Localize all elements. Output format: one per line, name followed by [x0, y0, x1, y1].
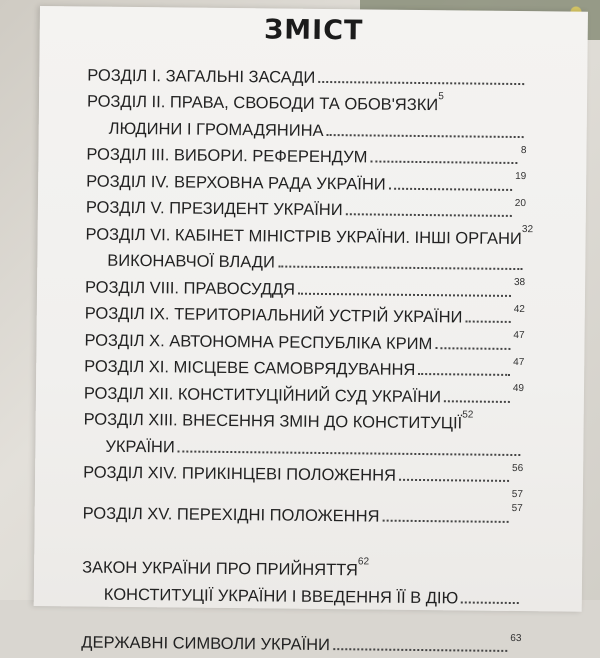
toc-entry-text: ЗАКОН УКРАЇНИ ПРО ПРИЙНЯТТЯ — [82, 558, 358, 580]
toc-entry-text: РОЗДІЛ V. ПРЕЗИДЕНТ УКРАЇНИ — [86, 198, 343, 220]
page-number: 32 — [522, 222, 533, 235]
leader-dots — [298, 292, 511, 296]
spacer — [86, 492, 509, 496]
toc-section — [83, 456, 523, 487]
leader-dots — [465, 320, 510, 322]
toc-entry-text: РОЗДІЛ IV. ВЕРХОВНА РАДА УКРАЇНИ — [86, 172, 386, 194]
table-of-contents — [81, 58, 527, 657]
toc-line — [87, 85, 527, 116]
page-number: 47 — [513, 328, 524, 341]
toc-entry-text: РОЗДІЛ І. ЗАГАЛЬНІ ЗАСАДИ — [87, 66, 315, 87]
toc-entry-text: РОЗДІЛ VI. КАБІНЕТ МІНІСТРІВ УКРАЇНИ. ІНШІ ОРГАНИ — [86, 225, 522, 249]
toc-entry-text: РОЗДІЛ XII. КОНСТИТУЦІЙНИЙ СУД УКРАЇНИ — [84, 384, 441, 407]
toc-line — [86, 217, 526, 248]
page-number: 20 — [515, 195, 526, 208]
toc-line — [84, 403, 524, 434]
page-number: 38 — [514, 275, 525, 288]
toc-entry-text: РОЗДІЛ XI. МІСЦЕВЕ САМОВРЯДУВАННЯ — [84, 357, 415, 379]
page-number: 5 — [438, 89, 444, 102]
page-title: ЗМІСТ — [40, 12, 588, 49]
page-number: 56 — [512, 460, 523, 473]
toc-line — [81, 626, 521, 657]
page-number: 57 — [512, 501, 523, 514]
toc-entry-text: РОЗДІЛ ІІ. ПРАВА, СВОБОДИ ТА ОБОВ'ЯЗКИ — [87, 92, 438, 115]
toc-line — [83, 456, 523, 487]
toc-section — [83, 496, 523, 527]
page-number: 63 — [510, 630, 521, 643]
leader-dots — [444, 400, 510, 403]
toc-law — [82, 551, 523, 609]
toc-entry-text: РОЗДІЛ ІІІ. ВИБОРИ. РЕФЕРЕНДУМ — [86, 145, 367, 167]
leader-dots — [399, 479, 509, 482]
toc-section — [87, 85, 528, 143]
toc-entry-text: ЛЮДИНИ І ГРОМАДЯНИНА — [109, 119, 324, 140]
leader-dots — [382, 519, 508, 522]
toc-entry-text: РОЗДІЛ X. АВТОНОМНА РЕСПУБЛІКА КРИМ — [84, 331, 432, 354]
page-number: 19 — [515, 169, 526, 182]
leader-dots — [418, 373, 510, 376]
toc-entry-text: КОНСТИТУЦІЇ УКРАЇНИ І ВВЕДЕННЯ ЇЇ В ДІЮ — [104, 585, 459, 608]
toc-line — [82, 551, 522, 582]
toc-line — [83, 496, 523, 527]
leader-dots — [389, 187, 512, 190]
toc-entry-text: РОЗДІЛ IX. ТЕРИТОРІАЛЬНИЙ УСТРІЙ УКРАЇНИ — [85, 304, 463, 327]
leader-dots — [278, 266, 522, 271]
leader-dots — [318, 80, 524, 84]
leader-dots — [346, 213, 512, 217]
book-page — [34, 6, 588, 612]
page-number: 8 — [521, 143, 527, 156]
page-number: 52 — [462, 407, 473, 420]
page-number: 62 — [358, 554, 369, 567]
leader-dots — [333, 648, 507, 652]
page-number: 57 — [512, 487, 523, 500]
toc-entry-text: ВИКОНАВЧОЇ ВЛАДИ — [107, 252, 275, 273]
toc-entry-text: РОЗДІЛ XV. ПЕРЕХІДНІ ПОЛОЖЕННЯ — [83, 504, 380, 526]
toc-symbols — [81, 626, 521, 657]
page-number: 42 — [514, 301, 525, 314]
page-number: 47 — [513, 354, 524, 367]
toc-entry-text: ДЕРЖАВНІ СИМВОЛИ УКРАЇНИ — [81, 633, 330, 655]
page-number: 49 — [513, 381, 524, 394]
leader-dots — [461, 601, 519, 604]
toc-entry-text: РОЗДІЛ XIII. ВНЕСЕННЯ ЗМІН ДО КОНСТИТУЦІЇ — [84, 410, 463, 433]
leader-dots — [370, 160, 517, 164]
leader-dots — [435, 347, 510, 350]
toc-line — [82, 577, 522, 608]
toc-entry-text: РОЗДІЛ VIII. ПРАВОСУДДЯ — [85, 278, 295, 299]
toc-section — [85, 217, 526, 275]
toc-entry-text: РОЗДІЛ XIV. ПРИКІНЦЕВІ ПОЛОЖЕННЯ — [83, 463, 396, 485]
toc-entry-text: УКРАЇНИ — [105, 437, 175, 457]
leader-dots — [327, 134, 524, 138]
toc-section — [83, 403, 524, 461]
leader-dots — [178, 450, 521, 456]
